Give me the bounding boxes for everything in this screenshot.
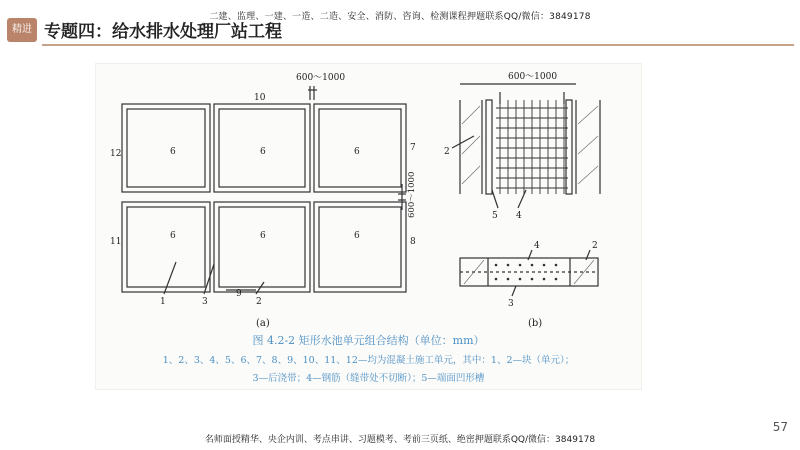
dim-side-label: 600～1000 [407, 171, 417, 218]
label-1: 1 [160, 297, 166, 307]
cell-label: 6 [170, 231, 176, 241]
page-title: 专题四：给水排水处理厂站工程 [44, 22, 282, 42]
section-label-4: 4 [534, 241, 540, 251]
caption-title: 图 4.2-2 矩形水池单元组合结构（单位：mm） [252, 334, 485, 347]
unit-bottom-left [122, 202, 210, 292]
bottom-note: 名师面授精华、央企内训、考点串讲、习题模考、考前三页纸、绝密押题联系QQ/微信：3849178 [204, 435, 596, 445]
figure-panel [96, 64, 641, 389]
label-2: 2 [256, 297, 262, 307]
detail-label-4: 4 [516, 211, 522, 221]
label-3: 3 [202, 297, 208, 307]
unit-top-right [314, 104, 406, 192]
caption-line-3: 3—后浇带；4—钢筋（缝带处不切断）；5—端面凹形槽 [252, 373, 485, 384]
unit-bottom-right [314, 202, 406, 292]
cell-label: 6 [354, 147, 360, 157]
section-label-3: 3 [508, 299, 514, 309]
dim-b-top-label: 600～1000 [508, 72, 558, 82]
detail-label-2: 2 [444, 147, 450, 157]
cell-label: 6 [260, 231, 266, 241]
label-12: 12 [110, 149, 122, 159]
subfigure-a-label: (a) [256, 318, 270, 329]
section-label-2: 2 [592, 241, 598, 251]
label-10: 10 [254, 93, 266, 103]
section-badge: 精进 [7, 18, 37, 42]
detail-label-5: 5 [492, 211, 498, 221]
subfigure-b-label: (b) [528, 318, 543, 329]
top-note: 二建、监理、一建、一造、二造、安全、消防、咨询、检测课程押题联系QQ/微信：3849178 [209, 12, 591, 22]
cell-label: 6 [260, 147, 266, 157]
label-8: 8 [410, 237, 416, 247]
caption-line-2: 1、2、3、4、5、6、7、8、9、10、11、12—均为混凝土施工单元，其中：1、2—块（单元）； [162, 355, 575, 366]
title-rule [42, 44, 794, 46]
cell-label: 6 [354, 231, 360, 241]
cell-label: 6 [170, 147, 176, 157]
unit-bottom-mid [214, 202, 310, 292]
label-9: 9 [236, 289, 242, 299]
label-11: 11 [110, 237, 122, 247]
label-7: 7 [410, 143, 416, 153]
page-number: 57 [772, 420, 788, 434]
dim-top-label: 600～1000 [296, 73, 346, 83]
unit-top-left [122, 104, 210, 192]
